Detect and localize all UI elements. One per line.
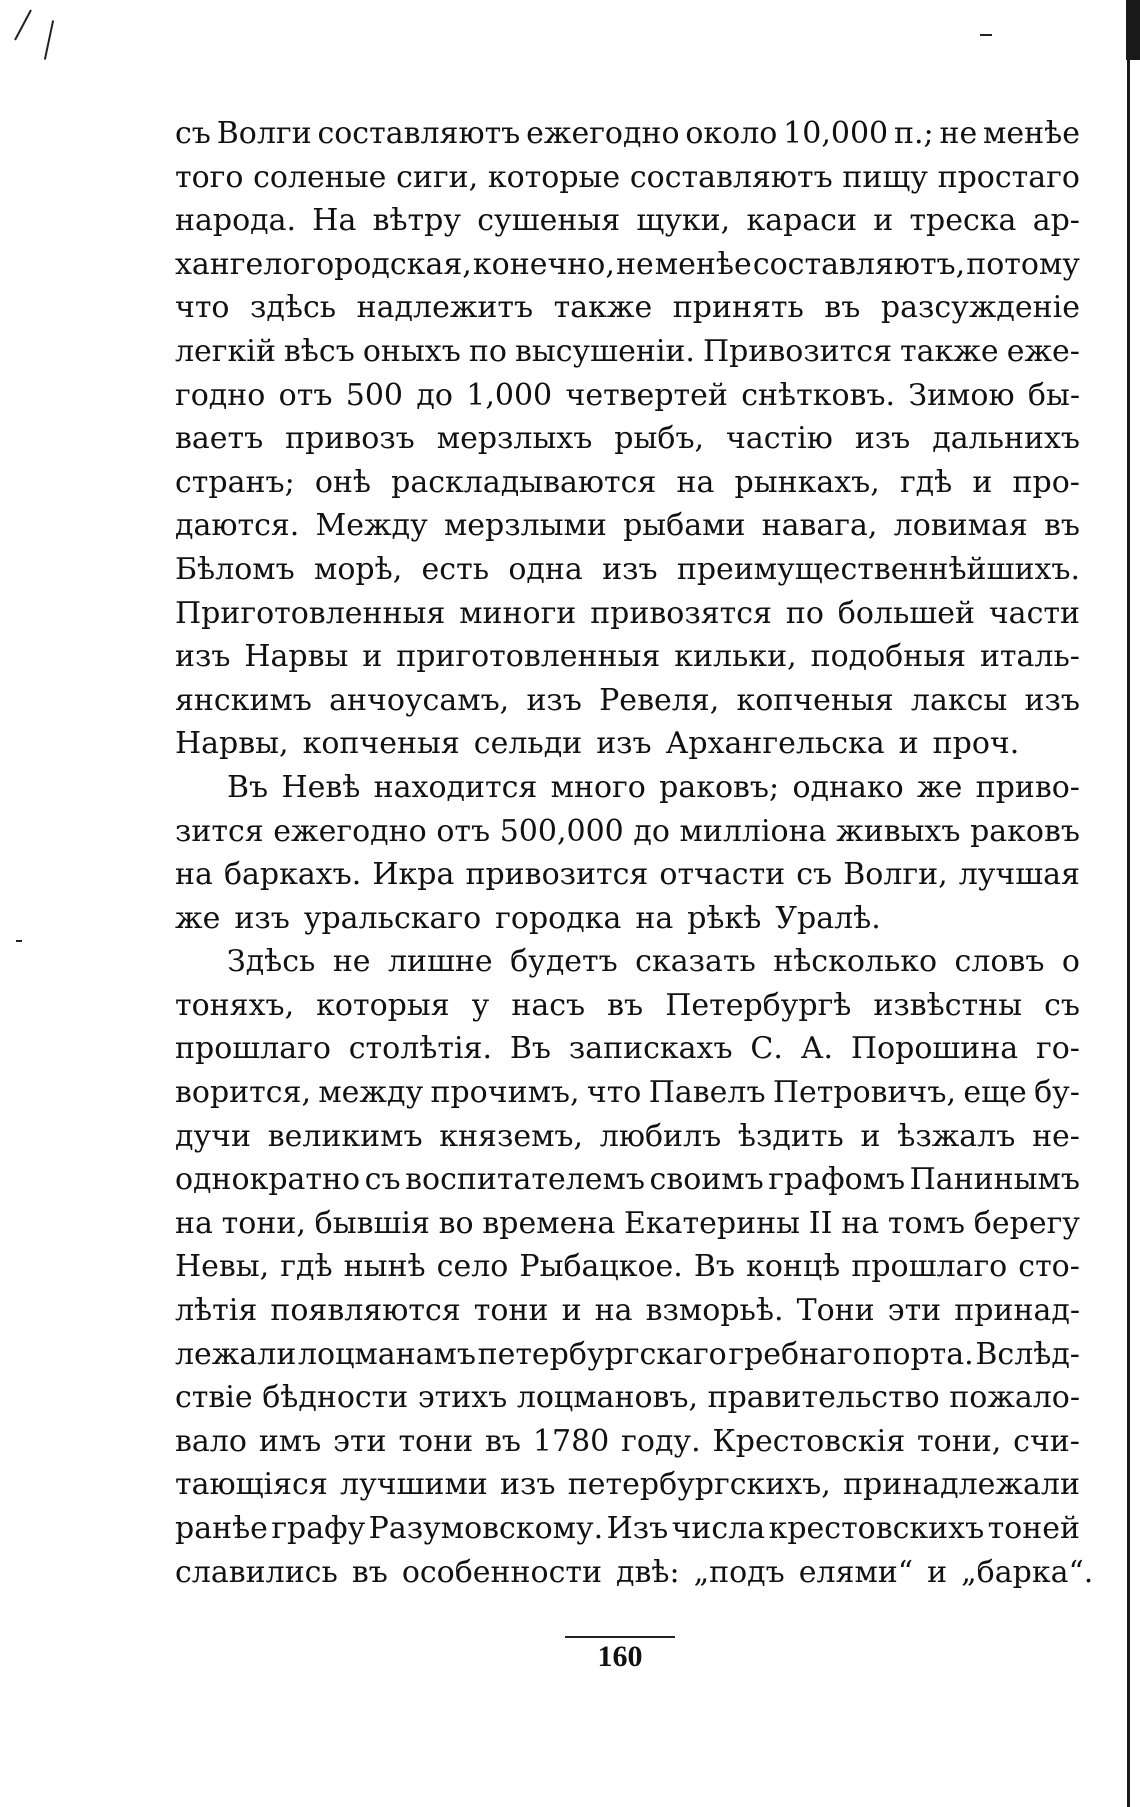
text-line: Невы, гдѣ нынѣ село Рыбацкое. Въ концѣ прошлаго сто- bbox=[175, 1249, 1080, 1285]
text-line: ворится, между прочимъ, что Павелъ Петровичъ, еще бу- bbox=[175, 1075, 1080, 1111]
scan-page-edge-top bbox=[1126, 0, 1140, 60]
text-line: Приготовленныя миноги привозятся по большей части bbox=[175, 595, 1080, 631]
text-line: тоняхъ, которыя у насъ въ Петербургѣ извѣстны съ bbox=[175, 987, 1080, 1023]
text-line: того соленые сиги, которые составляютъ пищу простаго bbox=[175, 159, 1080, 195]
text-line: легкій вѣсъ оныхъ по высушеніи. Привозится также еже- bbox=[175, 333, 1080, 369]
scan-page-edge bbox=[1127, 0, 1130, 1807]
text-line: что здѣсь надлежитъ также принять въ разсужденіе bbox=[175, 290, 1080, 326]
text-line: Въ Невѣ находится много раковъ; однако же приво- bbox=[227, 769, 1080, 805]
text-line: изъ Нарвы и приготовленныя кильки, подобныя италь- bbox=[175, 639, 1080, 675]
text-line: вало имъ эти тони въ 1780 году. Крестовскія тони, счи- bbox=[175, 1423, 1080, 1459]
text-line: Бѣломъ морѣ, есть одна изъ преимущественнѣйшихъ. bbox=[175, 551, 1080, 587]
scan-speck bbox=[16, 940, 22, 942]
scan-speck bbox=[14, 10, 32, 41]
text-line: странъ; онѣ раскладываются на рынкахъ, гдѣ и про- bbox=[175, 464, 1080, 500]
text-line: хангелогородская, конечно, не менѣе составляютъ, потому bbox=[175, 246, 1080, 282]
text-line: славились въ особенности двѣ: „подъ елями“ и „барка“. bbox=[175, 1554, 1094, 1590]
text-line: даются. Между мерзлыми рыбами навага, ловимая въ bbox=[175, 508, 1080, 544]
page-text bbox=[175, 112, 1094, 1594]
page-number: 160 bbox=[597, 1640, 643, 1673]
text-line: съ Волги составляютъ ежегодно около 10,000 п.; не менѣе bbox=[175, 116, 1080, 151]
text-line: лѣтія появляются тони и на взморьѣ. Тони эти принад- bbox=[175, 1293, 1080, 1329]
text-line: ваетъ привозъ мерзлыхъ рыбъ, частію изъ дальнихъ bbox=[175, 421, 1080, 457]
text-line: однократно съ воспитателемъ своимъ графомъ Панинымъ bbox=[175, 1162, 1080, 1198]
text-line: годно отъ 500 до 1,000 четвертей снѣтковъ. Зимою бы- bbox=[175, 377, 1080, 413]
text-line: лежали лоцманамъ петербургскаго гребнаго порта. Вслѣд- bbox=[175, 1336, 1080, 1372]
text-line: народа. На вѣтру сушеныя щуки, караси и треска ар- bbox=[175, 203, 1080, 239]
text-line: на тони, бывшія во времена Екатерины II на томъ берегу bbox=[175, 1205, 1080, 1241]
scan-speck bbox=[44, 20, 54, 60]
text-line: прошлаго столѣтія. Въ запискахъ С. А. Порошина го- bbox=[175, 1031, 1080, 1067]
text-line: зится ежегодно отъ 500,000 до милліона живыхъ раковъ bbox=[175, 813, 1080, 849]
text-line: же изъ уральскаго городка на рѣкѣ Уралѣ. bbox=[175, 900, 881, 936]
text-line: тающіяся лучшими изъ петербургскихъ, принадлежали bbox=[175, 1467, 1080, 1503]
scan-speck bbox=[980, 34, 992, 36]
text-line: дучи великимъ княземъ, любилъ ѣздить и ѣзжалъ не- bbox=[175, 1118, 1080, 1154]
text-line: Здѣсь не лишне будетъ сказать нѣсколько словъ о bbox=[227, 944, 1080, 980]
text-line: Нарвы, копченыя сельди изъ Архангельска и проч. bbox=[175, 726, 1020, 762]
text-line: ствіе бѣдности этихъ лоцмановъ, правительство пожало- bbox=[175, 1380, 1080, 1416]
text-line: янскимъ анчоусамъ, изъ Ревеля, копченыя лаксы изъ bbox=[175, 682, 1080, 718]
text-line: ранѣе графу Разумовскому. Изъ числа крестовскихъ тоней bbox=[175, 1511, 1080, 1546]
folio-rule bbox=[565, 1636, 675, 1638]
text-line: на баркахъ. Икра привозится отчасти съ Волги, лучшая bbox=[175, 857, 1080, 893]
